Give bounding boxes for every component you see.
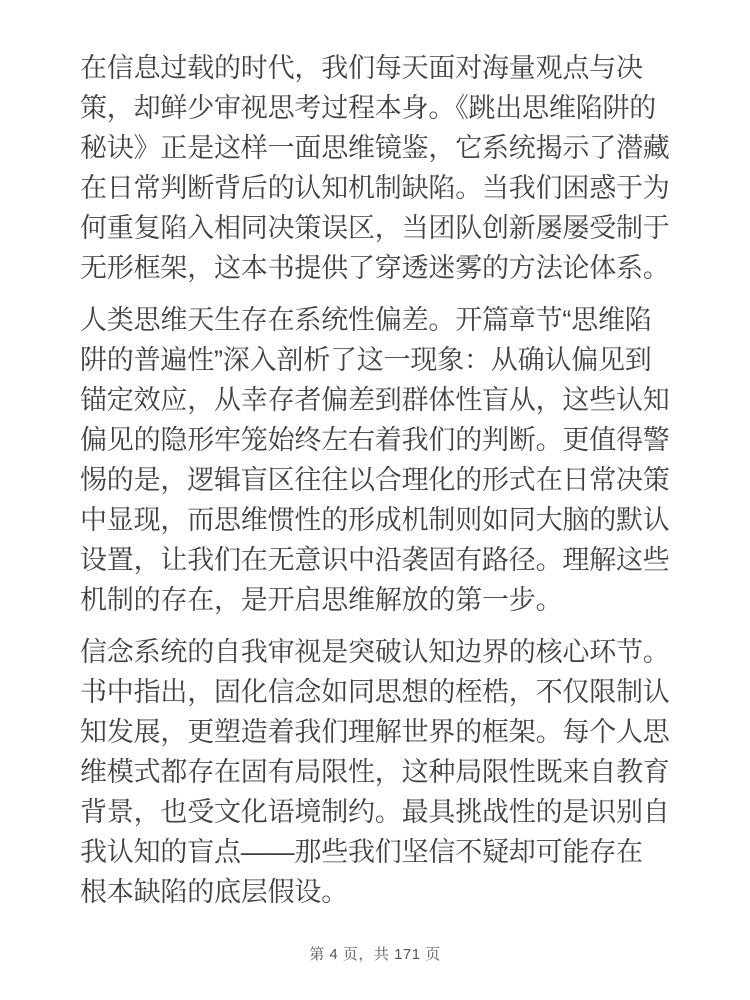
text-line: 在信息过载的时代，我们每天面对海量观点与决 <box>80 53 643 83</box>
text-line: 信念系统的自我审视是突破认知边界的核心环节。 <box>80 637 670 667</box>
text-line: 机制的存在，是开启思维解放的第一步。 <box>80 585 563 615</box>
text-line: 书中指出，固化信念如同思想的桎梏，不仅限制认 <box>80 677 670 707</box>
text-line: 设置，让我们在无意识中沿袭固有路径。理解这些 <box>80 545 670 575</box>
text-line: 知发展，更塑造着我们理解世界的框架。每个人思 <box>80 717 670 747</box>
text-line: 在日常判断背后的认知机制缺陷。当我们困惑于为 <box>80 173 670 203</box>
text-line: 人类思维天生存在系统性偏差。开篇章节“思维陷 <box>80 305 652 335</box>
paragraph <box>80 632 680 912</box>
text-line: 策，却鲜少审视思考过程本身。《跳出思维陷阱的 <box>80 93 657 123</box>
text-line: 根本缺陷的底层假设。 <box>80 877 348 907</box>
page-indicator: 第 4 页，共 171 页 <box>309 946 441 963</box>
text-line: 我认知的盲点——那些我们坚信不疑却可能存在 <box>80 837 643 867</box>
paragraph <box>80 48 680 288</box>
text-line: 背景，也受文化语境制约。最具挑战性的是识别自 <box>80 797 670 827</box>
page-footer <box>0 945 750 965</box>
text-line: 无形框架，这本书提供了穿透迷雾的方法论体系。 <box>80 253 670 283</box>
text-line: 锚定效应，从幸存者偏差到群体性盲从，这些认知 <box>80 385 670 415</box>
text-line: 阱的普遍性”深入剖析了这一现象：从确认偏见到 <box>80 345 652 375</box>
paragraph <box>80 300 680 620</box>
text-line: 中显现，而思维惯性的形成机制则如同大脑的默认 <box>80 505 670 535</box>
text-line: 秘诀》正是这样一面思维镜鉴，它系统揭示了潜藏 <box>80 133 670 163</box>
text-line: 偏见的隐形牢笼始终左右着我们的判断。更值得警 <box>80 425 670 455</box>
text-line: 维模式都存在固有局限性，这种局限性既来自教育 <box>80 757 670 787</box>
text-line: 何重复陷入相同决策误区，当团队创新屡屡受制于 <box>80 213 670 243</box>
text-line: 惕的是，逻辑盲区往往以合理化的形式在日常决策 <box>80 465 670 495</box>
document-body <box>80 48 680 924</box>
